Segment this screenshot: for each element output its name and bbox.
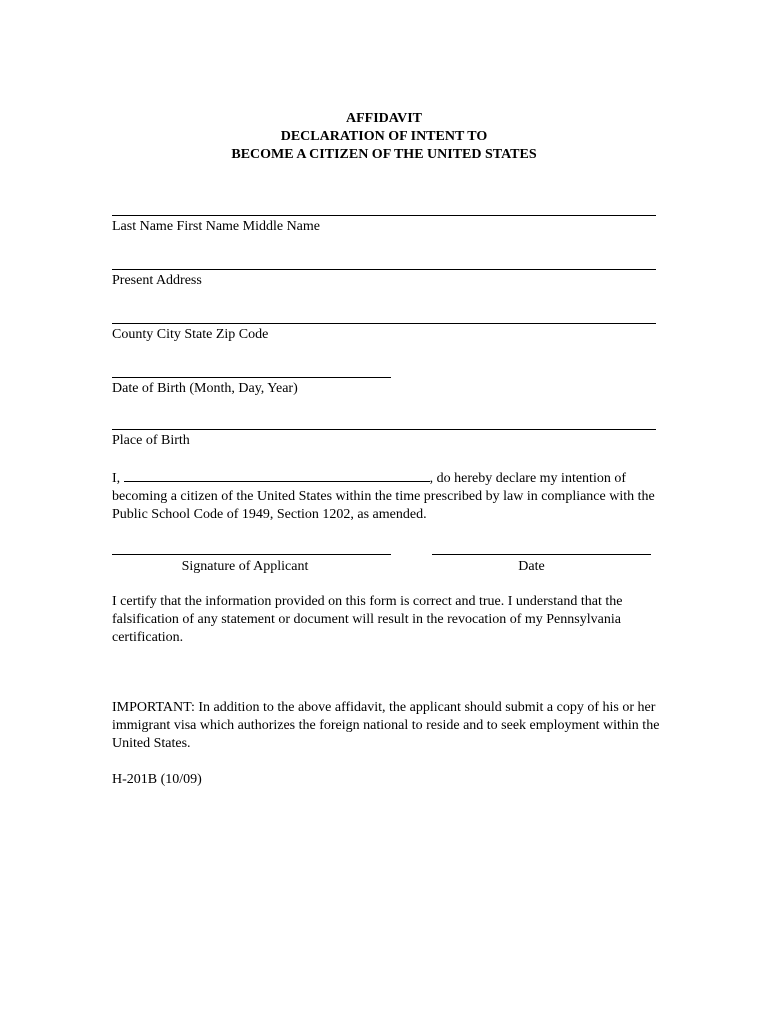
date-input-line[interactable]: [432, 554, 651, 555]
title-affidavit: AFFIDAVIT: [346, 111, 422, 126]
county-input-line[interactable]: [112, 323, 656, 324]
address-label: Present Address: [112, 273, 202, 288]
date-label: Date: [518, 559, 545, 574]
signature-label: Signature of Applicant: [181, 559, 309, 574]
dob-input-line[interactable]: [112, 377, 391, 378]
birthplace-input-line[interactable]: [112, 429, 656, 430]
title-citizen: BECOME A CITIZEN OF THE UNITED STATES: [231, 147, 537, 162]
county-label: County City State Zip Code: [112, 327, 269, 342]
declarant-name-blank[interactable]: [124, 468, 430, 482]
certification-paragraph: [112, 593, 660, 647]
form-number: H-201B (10/09): [112, 772, 202, 787]
dob-label: Date of Birth (Month, Day, Year): [112, 381, 298, 396]
birthplace-label: Place of Birth: [112, 433, 190, 448]
certification-text: I certify that the information provided on this form is correct and true. I understand that the falsification of any statement or document will result in the revocation of my Pennsylvania certification.: [112, 594, 623, 645]
declaration-paragraph: [112, 468, 660, 524]
address-input-line[interactable]: [112, 269, 656, 270]
name-input-line[interactable]: [112, 215, 656, 216]
title-declaration: DECLARATION OF INTENT TO: [280, 129, 488, 144]
declaration-text: , do hereby declare my intention of becoming a citizen of the United States within the time prescribed by law in compliance with the Public School Code of 1949, Section 1202, as amended.: [112, 471, 655, 522]
form-title: [0, 110, 768, 164]
declaration-prefix: I,: [112, 471, 124, 486]
important-text: IMPORTANT: In addition to the above affidavit, the applicant should submit a copy of his or her immigrant visa which authorizes the foreign national to reside and to seek employment within the United States.: [112, 700, 660, 751]
signature-input-line[interactable]: [112, 554, 391, 555]
name-label: Last Name First Name Middle Name: [112, 219, 321, 234]
important-paragraph: [112, 699, 660, 753]
